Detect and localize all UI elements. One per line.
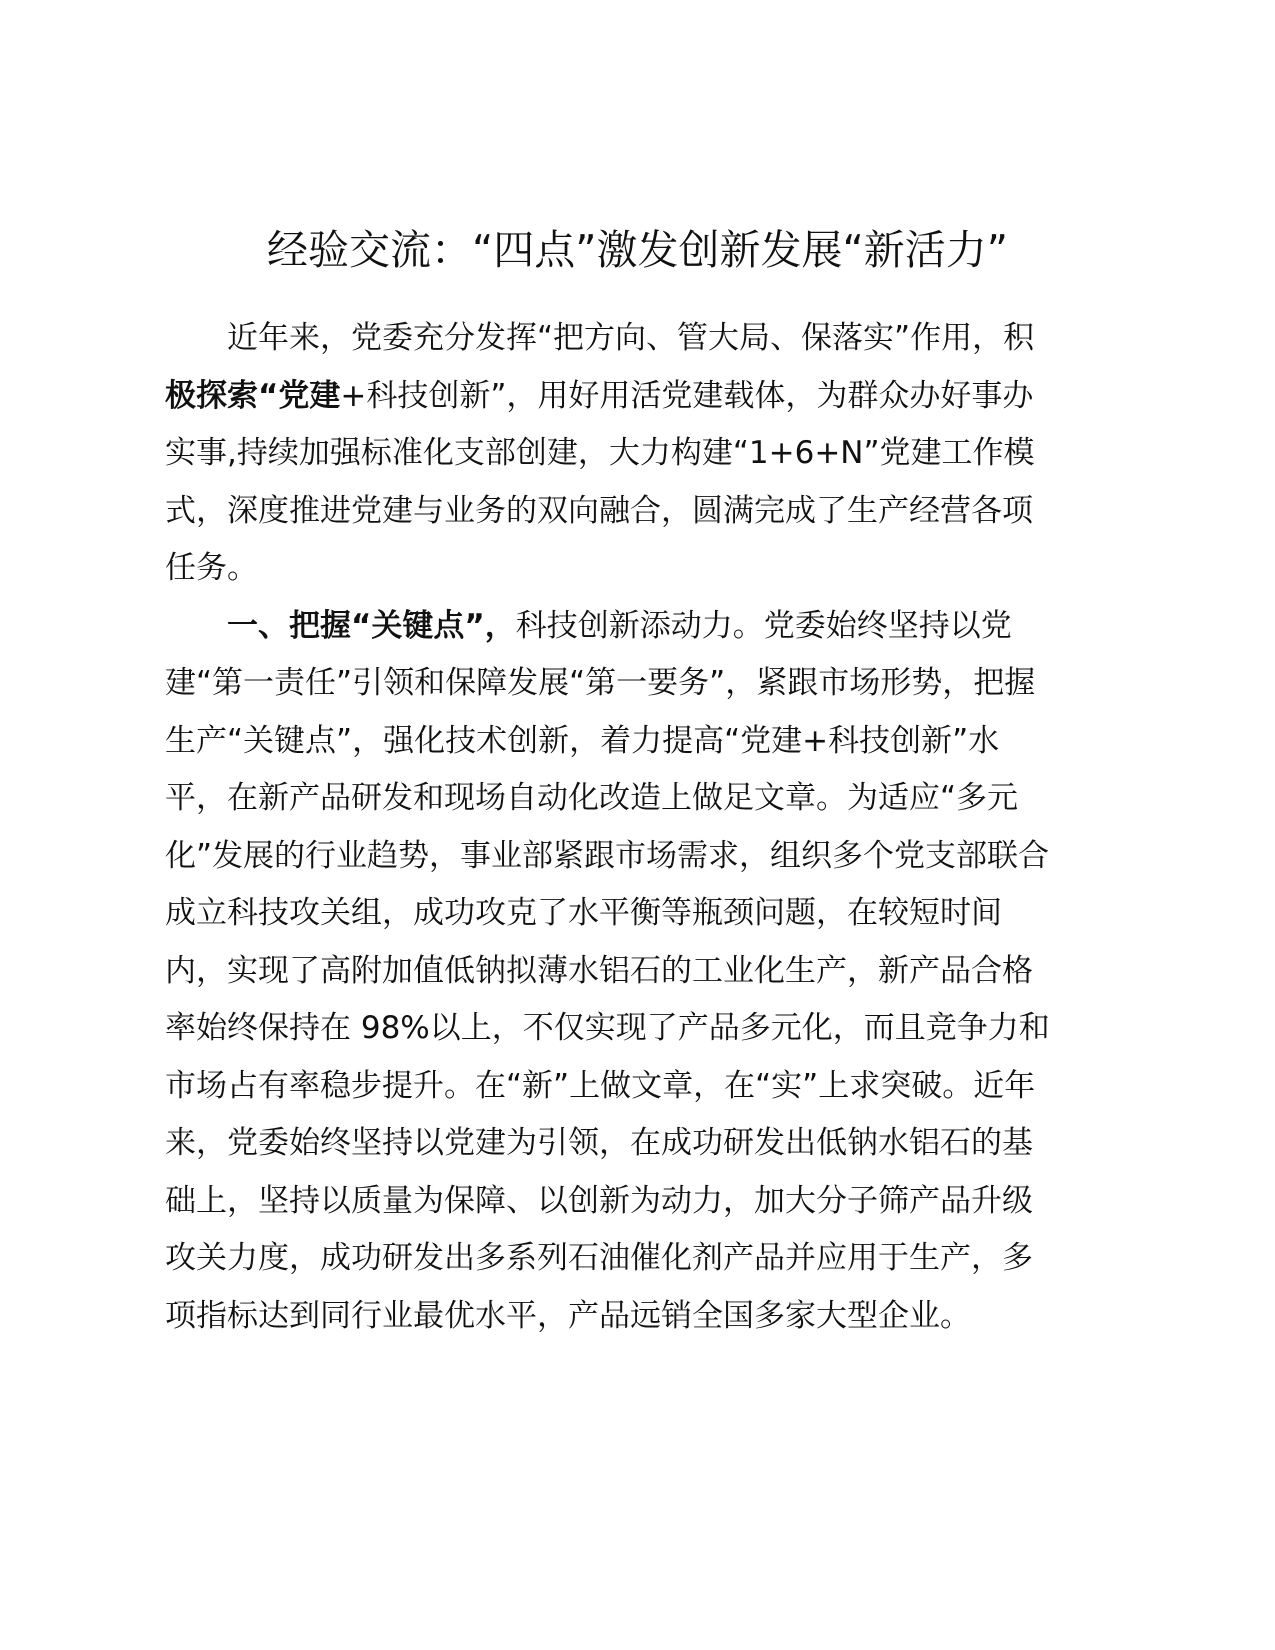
text-line: 市场占有率稳步提升。在“新”上做文章，在“实”上求突破。近年 — [165, 1067, 1036, 1104]
text-line: 成立科技攻关组，成功攻克了水平衡等瓶颈问题，在较短时间 — [165, 895, 1002, 931]
text-span: 科技创新添动力。党委始终坚持以党 — [515, 607, 1012, 644]
document-title: 经验交流：“四点”激发创新发展“新活力” — [267, 226, 1008, 274]
text-line: 任务。 — [165, 550, 258, 586]
text-line: 生产“关键点”，强化技术创新，着力提高“党建+科技创新”水 — [165, 722, 1000, 759]
text-line: 来，党委始终坚持以党建为引领，在成功研发出低钠水铝石的基 — [165, 1125, 1033, 1161]
paragraph-intro — [165, 310, 1120, 598]
text-line: 率始终保持在 98%以上，不仅实现了产品多元化，而且竞争力和 — [165, 1010, 1050, 1046]
text-line — [165, 368, 1120, 426]
text-line: 内，实现了高附加值低钠拟薄水铝石的工业化生产，新产品合格 — [165, 952, 1033, 989]
text-span: +科技创新”，用好用活党建载体，为群众办好事办 — [340, 377, 1034, 414]
text-line: 攻关力度，成功研发出多系列石油催化剂产品并应用于生产，多 — [165, 1240, 1033, 1276]
text-line: 式，深度推进党建与业务的双向融合，圆满完成了生产经营各项 — [165, 492, 1033, 529]
paragraph-section-one — [165, 598, 1120, 1346]
text-line: 实事,持续加强标准化支部创建，大力构建“1+6+N”党建工作模 — [165, 435, 1035, 471]
section-heading: 一、把握“关键点”， — [227, 607, 516, 644]
text-line: 平，在新产品研发和现场自动化改造上做足文章。为适应“多元 — [165, 780, 1019, 816]
text-line: 近年来，党委充分发挥“把方向、管大局、保落实”作用，积 — [227, 320, 1035, 356]
text-line — [165, 598, 1120, 656]
document-body — [165, 310, 1120, 1345]
text-line: 化”发展的行业趋势，事业部紧跟市场需求，组织多个党支部联合 — [165, 837, 1050, 874]
text-line: 建“第一责任”引领和保障发展“第一要务”，紧跟市场形势，把握 — [165, 665, 1036, 701]
bold-phrase: 极探索“党建 — [165, 377, 341, 414]
text-line: 项指标达到同行业最优水平，产品远销全国多家大型企业。 — [165, 1297, 971, 1334]
text-line: 础上，坚持以质量为保障、以创新为动力，加大分子筛产品升级 — [165, 1182, 1033, 1219]
